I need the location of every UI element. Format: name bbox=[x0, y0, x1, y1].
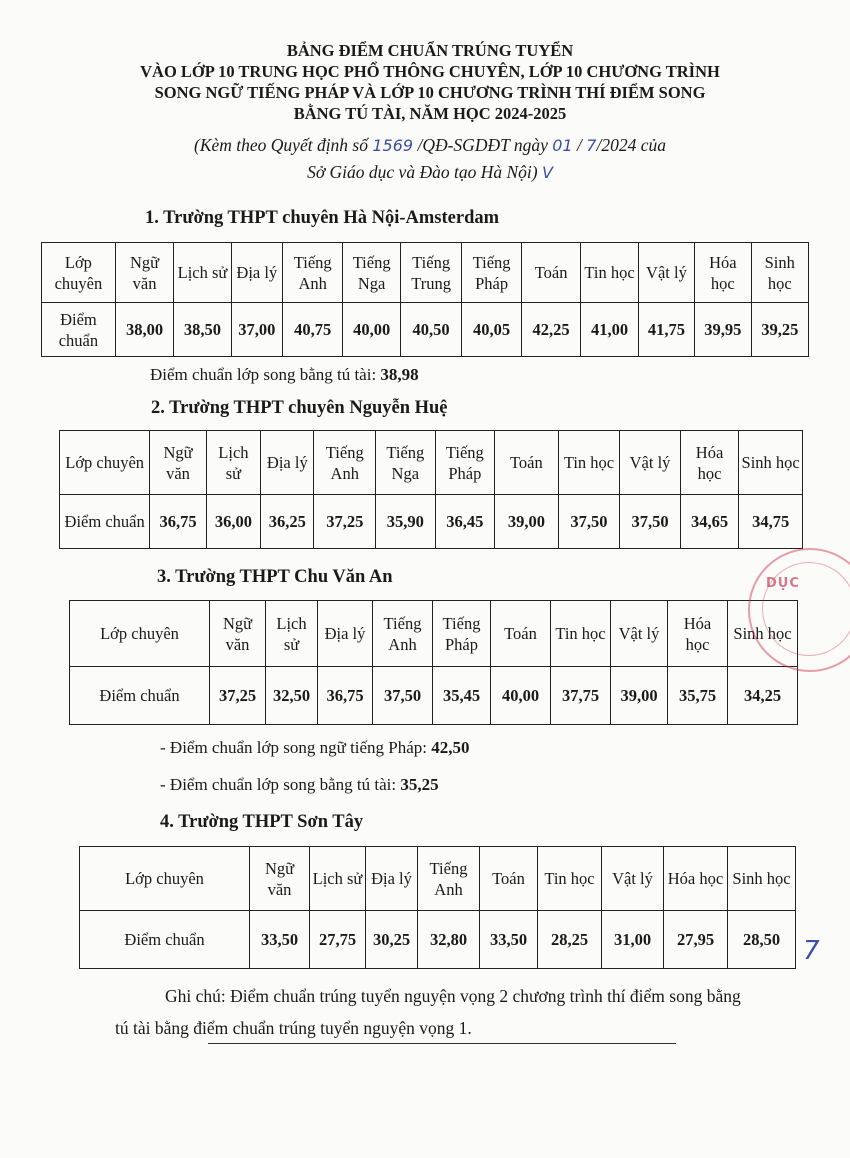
table-header-row bbox=[80, 847, 796, 911]
column-header: Toán bbox=[491, 601, 551, 667]
score-cell: 37,75 bbox=[551, 667, 611, 725]
title-line: BẰNG TÚ TÀI, NĂM HỌC 2024-2025 bbox=[293, 104, 567, 123]
score-cell: 27,75 bbox=[310, 911, 366, 969]
score-cell: 34,75 bbox=[739, 495, 803, 549]
row-label: Điểm chuẩn bbox=[70, 667, 210, 725]
note-label: - Điểm chuẩn lớp song ngữ tiếng Pháp: bbox=[160, 738, 432, 757]
decision-reference bbox=[60, 132, 800, 186]
score-cell: 28,25 bbox=[538, 911, 602, 969]
score-cell: 27,95 bbox=[664, 911, 728, 969]
score-table-son-tay bbox=[79, 846, 796, 969]
footnote-text: Ghi chú: Điểm chuẩn trúng tuyển nguyện vọng 2 chương trình thí điểm song bằng tú tài bằng điểm chuẩn trúng tuyển nguyện vọng 1. bbox=[115, 986, 741, 1038]
score-table-nguyen-hue bbox=[59, 430, 803, 549]
score-cell: 33,50 bbox=[250, 911, 310, 969]
note-value: 35,25 bbox=[400, 775, 439, 794]
column-header: Địa lý bbox=[231, 243, 282, 303]
score-cell: 37,50 bbox=[558, 495, 620, 549]
column-header: Toán bbox=[521, 243, 580, 303]
note-line bbox=[150, 365, 419, 385]
score-cell: 40,00 bbox=[491, 667, 551, 725]
score-cell: 40,05 bbox=[462, 303, 521, 357]
score-cell: 40,75 bbox=[282, 303, 342, 357]
section-heading: 3. Trường THPT Chu Văn An bbox=[157, 567, 393, 587]
row-header-cell: Lớp chuyên bbox=[42, 243, 116, 303]
table-row bbox=[60, 495, 803, 549]
decision-issuer: Sở Giáo dục và Đào tạo Hà Nội) bbox=[307, 162, 538, 182]
table-row bbox=[70, 667, 798, 725]
table-row bbox=[42, 303, 809, 357]
column-header: Lịch sử bbox=[206, 431, 260, 495]
score-cell: 39,25 bbox=[751, 303, 808, 357]
column-header: Sinh học bbox=[751, 243, 808, 303]
column-header: Vật lý bbox=[620, 431, 681, 495]
score-cell: 38,50 bbox=[174, 303, 231, 357]
row-header-cell: Lớp chuyên bbox=[80, 847, 250, 911]
column-header: Lịch sử bbox=[266, 601, 318, 667]
column-header: Lịch sử bbox=[174, 243, 231, 303]
score-cell: 36,00 bbox=[206, 495, 260, 549]
table-header-row bbox=[60, 431, 803, 495]
score-cell: 30,25 bbox=[366, 911, 418, 969]
score-cell: 35,75 bbox=[668, 667, 728, 725]
column-header: Tin học bbox=[558, 431, 620, 495]
footnote bbox=[115, 980, 755, 1044]
column-header: Tiếng Pháp bbox=[433, 601, 491, 667]
column-header: Sinh học bbox=[728, 601, 798, 667]
seal-text: DỤC bbox=[766, 576, 800, 591]
score-cell: 36,75 bbox=[150, 495, 206, 549]
score-cell: 28,50 bbox=[728, 911, 796, 969]
column-header: Sinh học bbox=[728, 847, 796, 911]
decision-number: 1569 bbox=[372, 136, 414, 155]
score-cell: 36,25 bbox=[261, 495, 314, 549]
score-cell: 37,00 bbox=[231, 303, 282, 357]
score-cell: 34,25 bbox=[728, 667, 798, 725]
row-label: Điểm chuẩn bbox=[80, 911, 250, 969]
score-cell: 36,75 bbox=[318, 667, 373, 725]
column-header: Tin học bbox=[581, 243, 638, 303]
score-cell: 31,00 bbox=[602, 911, 664, 969]
handwritten-initial: V bbox=[541, 163, 553, 182]
column-header: Ngữ văn bbox=[150, 431, 206, 495]
column-header: Tiếng Anh bbox=[282, 243, 342, 303]
score-cell: 35,90 bbox=[376, 495, 436, 549]
note-value: 38,98 bbox=[380, 365, 419, 384]
column-header: Tiếng Trung bbox=[400, 243, 462, 303]
column-header: Tiếng Anh bbox=[314, 431, 376, 495]
title-line: BẢNG ĐIỂM CHUẨN TRÚNG TUYỂN bbox=[286, 41, 574, 60]
column-header: Hóa học bbox=[664, 847, 728, 911]
note-label: Điểm chuẩn lớp song bằng tú tài: bbox=[150, 365, 381, 384]
score-cell: 41,75 bbox=[638, 303, 694, 357]
score-cell: 32,80 bbox=[418, 911, 480, 969]
handwritten-page-mark: 7 bbox=[803, 936, 820, 966]
score-cell: 33,50 bbox=[480, 911, 538, 969]
table-header-row bbox=[42, 243, 809, 303]
row-header-cell: Lớp chuyên bbox=[70, 601, 210, 667]
note-line bbox=[160, 775, 439, 795]
column-header: Tiếng Nga bbox=[343, 243, 400, 303]
score-cell: 37,50 bbox=[373, 667, 433, 725]
column-header: Tin học bbox=[551, 601, 611, 667]
column-header: Vật lý bbox=[611, 601, 668, 667]
score-cell: 37,25 bbox=[210, 667, 266, 725]
score-cell: 39,00 bbox=[495, 495, 559, 549]
column-header: Hóa học bbox=[668, 601, 728, 667]
title-line: SONG NGỮ TIẾNG PHÁP VÀ LỚP 10 CHƯƠNG TRÌNH THÍ ĐIỂM SONG bbox=[154, 83, 706, 102]
column-header: Hóa học bbox=[695, 243, 751, 303]
score-cell: 38,00 bbox=[115, 303, 173, 357]
column-header: Tiếng Pháp bbox=[435, 431, 495, 495]
row-header-cell: Lớp chuyên bbox=[60, 431, 150, 495]
score-cell: 37,50 bbox=[620, 495, 681, 549]
row-label: Điểm chuẩn bbox=[42, 303, 116, 357]
decision-day: 01 bbox=[552, 136, 573, 155]
score-cell: 32,50 bbox=[266, 667, 318, 725]
column-header: Hóa học bbox=[680, 431, 738, 495]
section-heading: 1. Trường THPT chuyên Hà Nội-Amsterdam bbox=[145, 208, 500, 228]
column-header: Tin học bbox=[538, 847, 602, 911]
decision-sep: / bbox=[577, 135, 582, 155]
table-header-row bbox=[70, 601, 798, 667]
divider bbox=[208, 1043, 676, 1044]
score-cell: 39,00 bbox=[611, 667, 668, 725]
column-header: Tiếng Anh bbox=[418, 847, 480, 911]
column-header: Vật lý bbox=[638, 243, 694, 303]
document-title bbox=[60, 40, 800, 124]
section-heading: 4. Trường THPT Sơn Tây bbox=[160, 812, 364, 832]
decision-prefix: (Kèm theo Quyết định số bbox=[194, 135, 368, 155]
column-header: Toán bbox=[495, 431, 559, 495]
note-value: 42,50 bbox=[431, 738, 470, 757]
decision-suffix: /2024 của bbox=[596, 135, 666, 155]
score-table-amsterdam bbox=[41, 242, 809, 357]
column-header: Địa lý bbox=[318, 601, 373, 667]
column-header: Địa lý bbox=[366, 847, 418, 911]
column-header: Tiếng Anh bbox=[373, 601, 433, 667]
column-header: Ngữ văn bbox=[115, 243, 173, 303]
score-cell: 36,45 bbox=[435, 495, 495, 549]
decision-mid: /QĐ-SGDĐT ngày bbox=[417, 135, 548, 155]
score-cell: 40,00 bbox=[343, 303, 400, 357]
column-header: Lịch sử bbox=[310, 847, 366, 911]
column-header: Địa lý bbox=[261, 431, 314, 495]
score-cell: 34,65 bbox=[680, 495, 738, 549]
section-heading: 2. Trường THPT chuyên Nguyễn Huệ bbox=[151, 398, 448, 418]
column-header: Ngữ văn bbox=[210, 601, 266, 667]
title-line: VÀO LỚP 10 TRUNG HỌC PHỔ THÔNG CHUYÊN, LỚP 10 CHƯƠNG TRÌNH bbox=[140, 62, 720, 81]
note-label: - Điểm chuẩn lớp song bằng tú tài: bbox=[160, 775, 401, 794]
score-cell: 35,45 bbox=[433, 667, 491, 725]
column-header: Ngữ văn bbox=[250, 847, 310, 911]
column-header: Tiếng Nga bbox=[376, 431, 436, 495]
row-label: Điểm chuẩn bbox=[60, 495, 150, 549]
column-header: Toán bbox=[480, 847, 538, 911]
note-line bbox=[160, 738, 470, 758]
column-header: Tiếng Pháp bbox=[462, 243, 521, 303]
column-header: Vật lý bbox=[602, 847, 664, 911]
column-header: Sinh học bbox=[739, 431, 803, 495]
score-cell: 42,25 bbox=[521, 303, 580, 357]
score-cell: 39,95 bbox=[695, 303, 751, 357]
decision-month: 7 bbox=[586, 136, 597, 155]
score-cell: 37,25 bbox=[314, 495, 376, 549]
score-table-chu-van-an bbox=[69, 600, 798, 725]
score-cell: 40,50 bbox=[400, 303, 462, 357]
table-row bbox=[80, 911, 796, 969]
score-cell: 41,00 bbox=[581, 303, 638, 357]
